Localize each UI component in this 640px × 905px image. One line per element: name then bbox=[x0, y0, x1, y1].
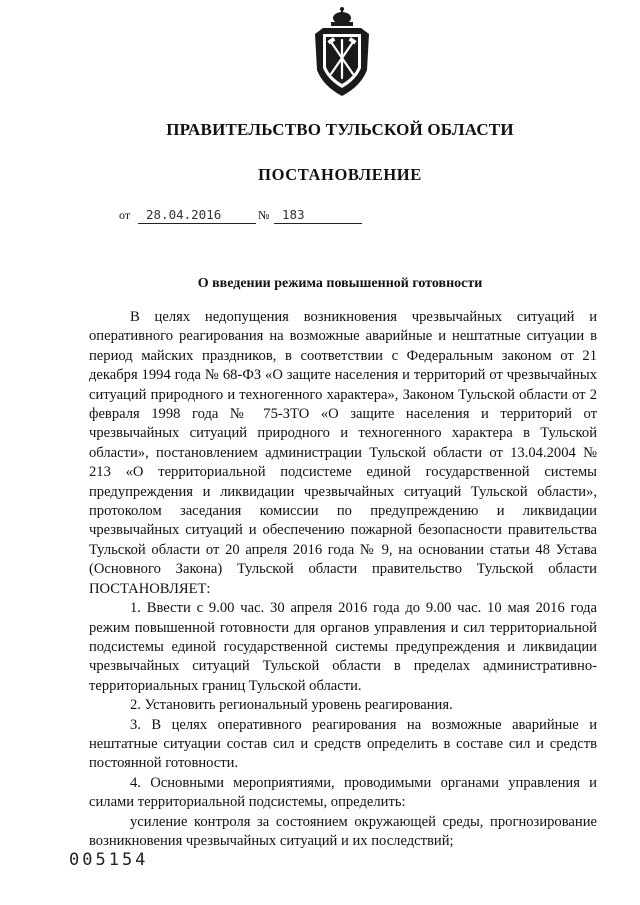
clause-3-paragraph: 3. В целях оперативного реагирования на возможные аварийные и нештатные ситуации состав сил и средств определить в составе сил и средств постоянной готовности. bbox=[89, 716, 597, 772]
date-underline bbox=[138, 223, 256, 224]
date-label: от bbox=[119, 208, 131, 222]
document-body bbox=[89, 308, 597, 851]
number-label: № bbox=[258, 208, 270, 222]
clause-1-paragraph: 1. Ввести с 9.00 час. 30 апреля 2016 года до 9.00 час. 10 мая 2016 года режим повышенной готовности для органов управления и сил территориальной подсистемы единой государственной системы предупреждения и ликвидации чрезвычайных ситуаций Тульской области в пределах административно-территориальных границ Тульской области. bbox=[89, 600, 597, 694]
coat-of-arms-icon bbox=[309, 6, 375, 98]
organization-title: ПРАВИТЕЛЬСТВО ТУЛЬСКОЙ ОБЛАСТИ bbox=[166, 120, 514, 139]
clause-4-paragraph: 4. Основными мероприятиями, проводимыми органами управления и силами территориальной подсистемы, определить: bbox=[89, 774, 597, 811]
document-number: 183 bbox=[282, 207, 305, 222]
document-date: 28.04.2016 bbox=[146, 207, 222, 222]
serial-number: 005154 bbox=[69, 850, 149, 870]
clause-2-paragraph: 2. Установить региональный уровень реагирования. bbox=[130, 697, 453, 714]
clause-4-item-paragraph: усиление контроля за состоянием окружающей среды, прогнозирование возникновения чрезвычайных ситуаций и их последствий; bbox=[89, 813, 597, 849]
registration-line bbox=[119, 205, 379, 227]
number-underline bbox=[274, 223, 362, 224]
preamble-paragraph: В целях недопущения возникновения чрезвычайных ситуаций и оперативного реагирования на возможные аварийные и нештатные ситуации в период майских праздников, в соответствии с Федеральным законом от 21 декабря 1994 года № 68-ФЗ «О защите населения и территорий от чрезвычайных ситуаций природного и техногенного характера», Законом Тульской области от 2 февраля 1998 года № 75-ЗТО «О защите населения и территорий от чрезвычайных ситуаций природного и техногенного характера в Тульской области», постановлением администрации Тульской области от 13.04.2004 № 213 «О территориальной подсистеме единой государственной системы предупреждения и ликвидации чрезвычайных ситуаций Тульской области», протоколом заседания комиссии по предупреждению и ликвидации чрезвычайных ситуаций и обеспечению пожарной безопасности правительства Тульской области от 20 апреля 2016 года № 9, на основании статьи 48 Устава (Основного Закона) Тульской области правительство Тульской области ПОСТАНОВЛЯЕТ: bbox=[89, 309, 597, 597]
document-type: ПОСТАНОВЛЕНИЕ bbox=[258, 165, 422, 184]
document-subject: О введении режима повышенной готовности bbox=[197, 276, 483, 291]
